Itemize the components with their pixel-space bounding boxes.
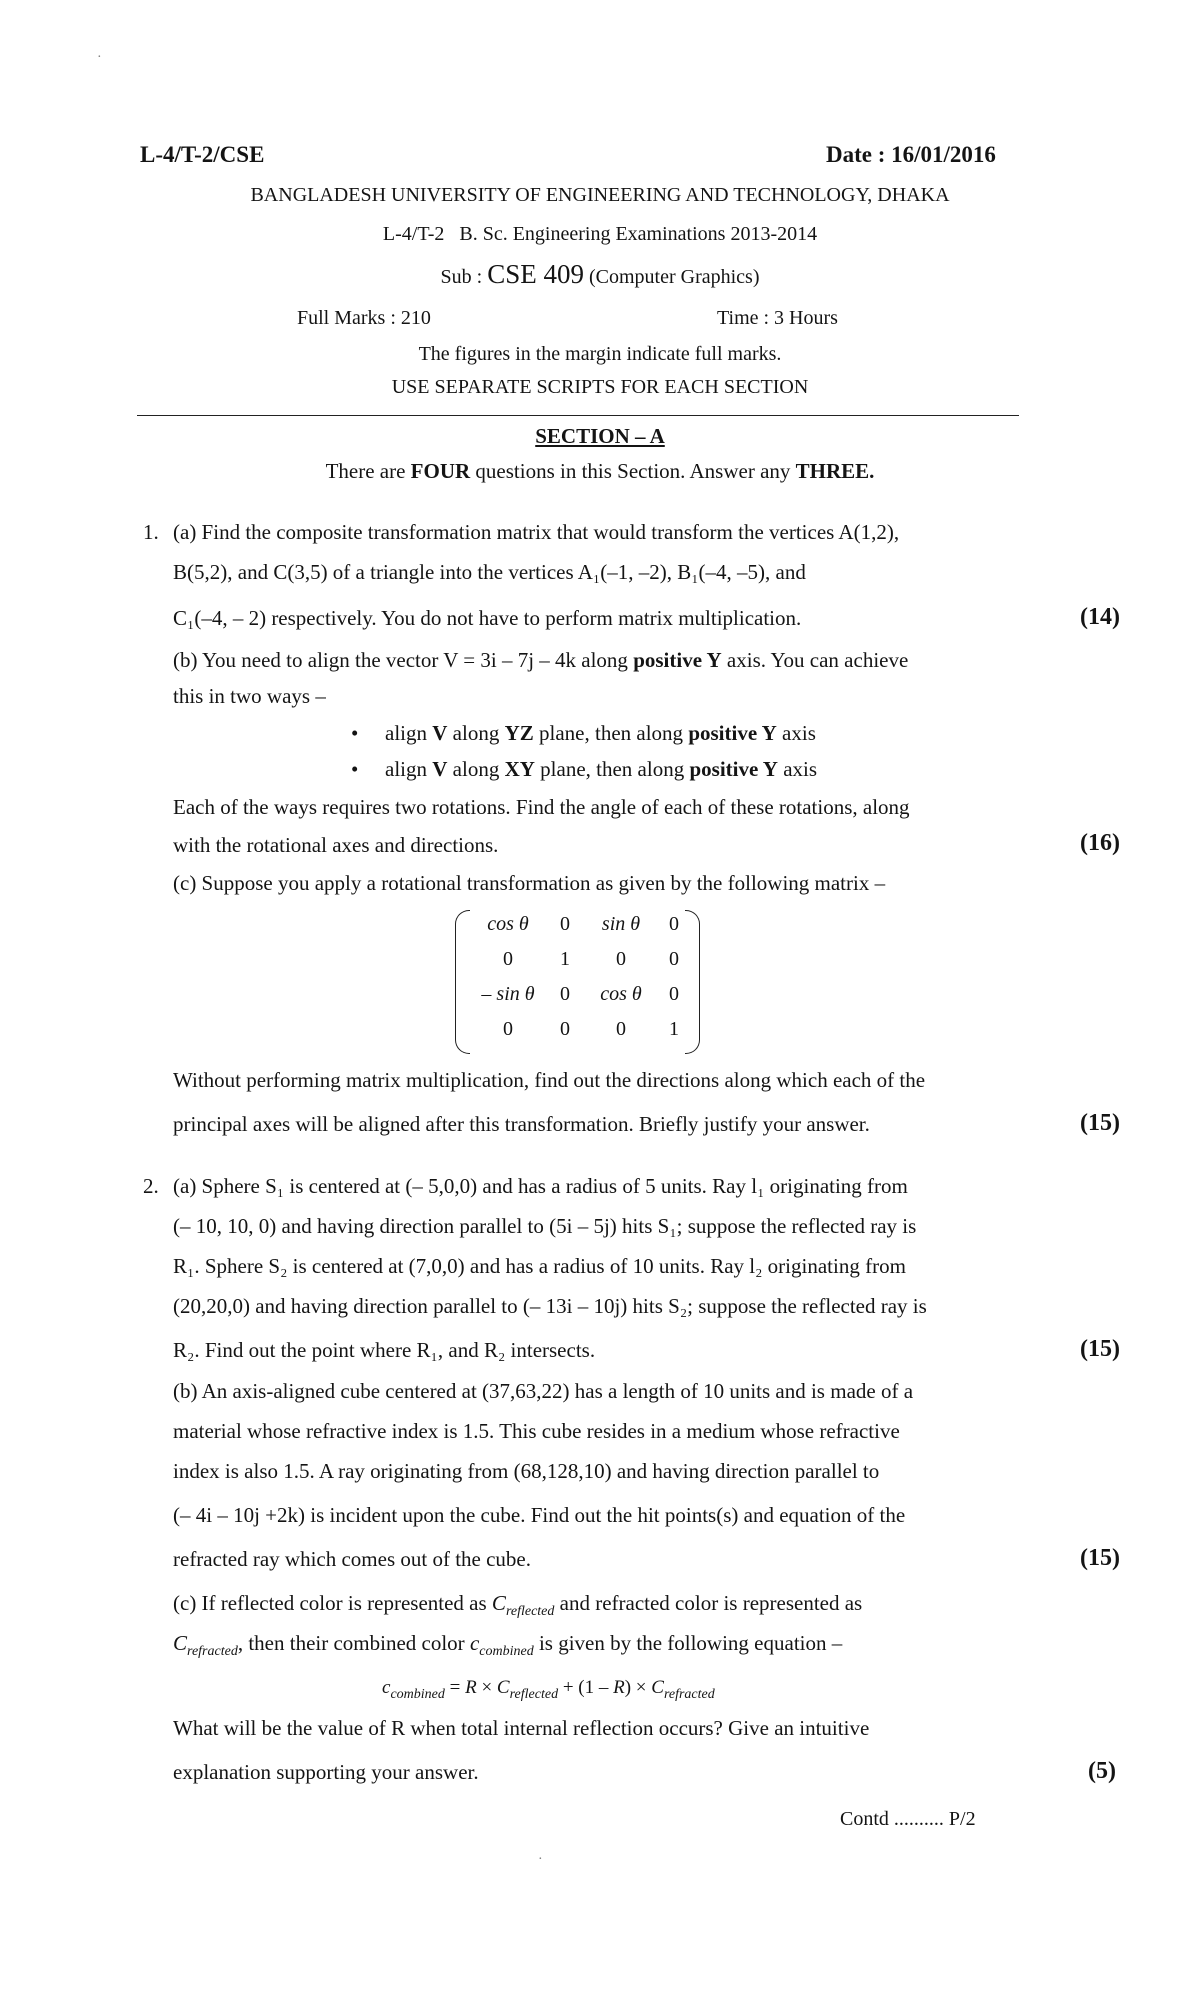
q2b-line-5: refracted ray which comes out of the cube. xyxy=(173,1547,532,1571)
matrix-cell-r1c2: 0 xyxy=(616,948,626,970)
q1c-line-3: principal axes will be aligned after this transformation. Briefly justify your answer. xyxy=(173,1112,870,1136)
q2c-line-4: explanation supporting your answer. xyxy=(173,1760,479,1784)
q1b-line-2: this in two ways – xyxy=(173,684,326,708)
matrix-cell-r2c1: 0 xyxy=(560,983,570,1005)
q2a-line-1: (a) Sphere S₁ is centered at (– 5,0,0) and has a radius of 5 units. Ray l₁ originating from xyxy=(173,1174,908,1198)
q1c-line-1: (c) Suppose you apply a rotational transformation as given by the following matrix – xyxy=(173,871,886,895)
scan-speck: · xyxy=(97,50,102,65)
exam-title xyxy=(0,223,1200,246)
q1a-line-2: B(5,2), and C(3,5) of a triangle into the vertices A₁(–1, –2), B₁(–4, –5), and xyxy=(173,560,806,584)
q2b-line-3: index is also 1.5. A ray originating from (68,128,10) and having direction parallel to xyxy=(173,1459,880,1483)
q2a-marks: (15) xyxy=(1080,1336,1120,1362)
q2a-line-3: R₁. Sphere S₂ is centered at (7,0,0) and has a radius of 10 units. Ray l₂ originating from xyxy=(173,1254,906,1278)
matrix-cell-r3c1: 0 xyxy=(560,1018,570,1040)
matrix-cell-r3c3: 1 xyxy=(669,1018,679,1040)
course-code: CSE 409 xyxy=(487,259,584,289)
combined-color-equation: $c_{combined} = R \times C_{reflected} + (1 - R) \times C_{refracted}$ xyxy=(382,1677,715,1702)
q1b-line-3: Each of the ways requires two rotations. Find the angle of each of these rotations, along xyxy=(173,795,910,819)
matrix-cell-r2c3: 0 xyxy=(669,983,679,1005)
subject-line xyxy=(0,259,1200,290)
question-1-number: 1. xyxy=(143,520,159,544)
q2c-line-1: (c) If reflected color is represented as $C_{reflected}$ and refracted color is represented as xyxy=(173,1591,863,1620)
q1a-line-1: (a) Find the composite transformation matrix that would transform the vertices A(1,2), xyxy=(173,520,900,544)
q1b-line-1: (b) You need to align the vector V = 3i – 7j – 4k along positive Y axis. You can achieve xyxy=(173,648,909,672)
q2a-line-2: (– 10, 10, 0) and having direction parallel to (5i – 5j) hits S₁; suppose the reflected ray is xyxy=(173,1214,917,1238)
matrix-cell-r2c0: – sin θ xyxy=(481,983,535,1005)
continued-note: Contd .......... P/2 xyxy=(840,1808,976,1830)
university-name: BANGLADESH UNIVERSITY OF ENGINEERING AND TECHNOLOGY, DHAKA xyxy=(250,184,950,206)
matrix-left-bracket xyxy=(455,910,470,1054)
question-2-number: 2. xyxy=(143,1174,159,1198)
matrix-cell-r0c1: 0 xyxy=(560,913,570,935)
q2b-line-2: material whose refractive index is 1.5. This cube resides in a medium whose refractive xyxy=(173,1419,900,1443)
exam-time: Time : 3 Hours xyxy=(717,307,838,329)
exam-level: L-4/T-2 xyxy=(382,223,445,245)
q1b-bullet-2: • align V along XY plane, then along positive Y axis xyxy=(385,757,817,782)
scan-speck: · xyxy=(538,1852,543,1867)
scripts-note: USE SEPARATE SCRIPTS FOR EACH SECTION xyxy=(391,376,809,398)
matrix-cell-r0c2: sin θ xyxy=(601,913,641,935)
header-divider xyxy=(137,415,1019,416)
q2a-line-4: (20,20,0) and having direction parallel to (– 13i – 10j) hits S₂; suppose the reflected ray is xyxy=(173,1294,927,1318)
course-name: (Computer Graphics) xyxy=(588,266,760,288)
q1c-line-2: Without performing matrix multiplication, find out the directions along which each of the xyxy=(173,1068,926,1092)
q2b-line-1: (b) An axis-aligned cube centered at (37,63,22) has a length of 10 units and is made of a xyxy=(173,1379,914,1403)
matrix-cell-r1c0: 0 xyxy=(503,948,513,970)
margin-note: The figures in the margin indicate full marks. xyxy=(418,343,782,365)
matrix-cell-r1c1: 1 xyxy=(560,948,570,970)
exam-date: Date : 16/01/2016 xyxy=(826,142,996,167)
subject-prefix: Sub : xyxy=(440,266,483,288)
matrix-cell-r1c3: 0 xyxy=(669,948,679,970)
q1b-marks: (16) xyxy=(1080,830,1120,856)
matrix-cell-r0c3: 0 xyxy=(669,913,679,935)
paper-code: L-4/T-2/CSE xyxy=(140,142,265,167)
q1b-line-4: with the rotational axes and directions. xyxy=(173,833,499,857)
matrix-cell-r3c0: 0 xyxy=(503,1018,513,1040)
q2b-line-4: (– 4i – 10j +2k) is incident upon the cube. Find out the hit points(s) and equation of the xyxy=(173,1503,906,1527)
q1b-bullet-1: • align V along YZ plane, then along positive Y axis xyxy=(385,721,816,746)
matrix-cell-r2c2: cos θ xyxy=(600,983,642,1005)
matrix-cell-r3c2: 0 xyxy=(616,1018,626,1040)
section-title: SECTION – A xyxy=(535,424,665,448)
q2c-line-2: $C_{refracted}$, then their combined color $c_{combined}$ is given by the following equation – xyxy=(173,1631,843,1660)
q1c-marks: (15) xyxy=(1080,1110,1120,1136)
q2c-line-3: What will be the value of R when total internal reflection occurs? Give an intuitive xyxy=(173,1716,870,1740)
exam-name: B. Sc. Engineering Examinations 2013-2014 xyxy=(459,223,818,245)
section-instructions: There are FOUR questions in this Section. Answer any THREE. xyxy=(325,459,875,483)
rotation-matrix xyxy=(455,910,700,1052)
q2a-line-5: R₂. Find out the point where R₁, and R₂ intersects. xyxy=(173,1338,596,1362)
q2c-marks: (5) xyxy=(1088,1758,1116,1784)
full-marks: Full Marks : 210 xyxy=(297,307,431,329)
q1a-line-3: C₁(–4, – 2) respectively. You do not have to perform matrix multiplication. xyxy=(173,606,802,630)
q1a-marks: (14) xyxy=(1080,604,1120,630)
q2b-marks: (15) xyxy=(1080,1545,1120,1571)
matrix-cell-r0c0: cos θ xyxy=(487,913,529,935)
